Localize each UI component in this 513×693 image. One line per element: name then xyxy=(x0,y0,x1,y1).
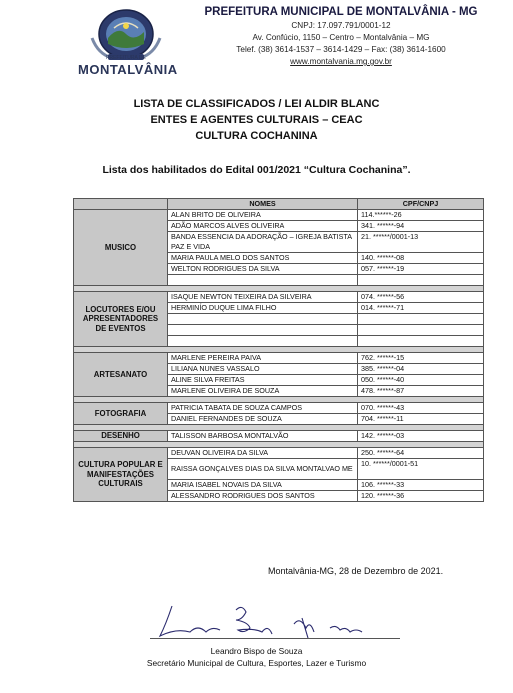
row-doc: 050. ******-40 xyxy=(358,375,484,386)
handwritten-signature xyxy=(150,598,390,642)
row-doc: 074. ******-56 xyxy=(358,292,484,303)
cnpj-line: CNPJ: 17.097.791/0001-12 xyxy=(291,21,391,30)
empty-cell xyxy=(358,314,484,325)
row-doc: 21. ******/0001-13 xyxy=(358,232,484,253)
classified-table xyxy=(73,198,484,502)
row-doc: 120. ******-36 xyxy=(358,491,484,502)
heading-line-3: CULTURA COCHANINA xyxy=(195,130,318,142)
row-name: MARLENE PEREIRA PAIVA xyxy=(168,353,358,364)
header-names: NOMES xyxy=(168,199,358,210)
row-doc: 385. ******-04 xyxy=(358,364,484,375)
row-name: MARIA ISABEL NOVAIS DA SILVA xyxy=(168,480,358,491)
row-doc: 250. ******-64 xyxy=(358,448,484,459)
table-header-row xyxy=(74,199,484,210)
row-doc: 070. ******-43 xyxy=(358,403,484,414)
row-doc: 057. ******-19 xyxy=(358,264,484,275)
row-doc: 704. ******-11 xyxy=(358,414,484,425)
table-row xyxy=(74,353,484,364)
prefeitura-title: PREFEITURA MUNICIPAL DE MONTALVÂNIA - MG xyxy=(204,6,478,18)
header-doc: CPF/CNPJ xyxy=(358,199,484,210)
website-link[interactable]: www.montalvania.mg.gov.br xyxy=(290,57,392,66)
row-doc: 478. ******-87 xyxy=(358,386,484,397)
row-name: LILIANA NUNES VASSALO xyxy=(168,364,358,375)
row-name: HERMINÍO DUQUE LIMA FILHO xyxy=(168,303,358,314)
row-name: DANIEL FERNANDES DE SOUZA xyxy=(168,414,358,425)
table-row xyxy=(74,210,484,221)
table-row xyxy=(74,448,484,459)
category-cultura-popular: CULTURA POPULAR E MANIFESTAÇÕES CULTURAIS xyxy=(74,448,168,502)
empty-cell xyxy=(168,336,358,347)
empty-cell xyxy=(168,325,358,336)
signer-name: Leandro Bispo de Souza xyxy=(210,646,303,656)
empty-cell xyxy=(358,336,484,347)
category-musico: MUSICO xyxy=(74,210,168,286)
row-name: MARLENE OLIVEIRA DE SOUZA xyxy=(168,386,358,397)
logo-sub-text: PREFEITURA DE xyxy=(106,55,146,61)
heading-line-2: ENTES E AGENTES CULTURAIS – CEAC xyxy=(150,114,363,126)
row-name: BANDA ESSENCIA DA ADORAÇÃO – IGREJA BATISTA PAZ E VIDA xyxy=(168,232,358,253)
row-doc: 114.******-26 xyxy=(358,210,484,221)
row-doc: 341. ******-94 xyxy=(358,221,484,232)
row-doc: 014. ******-71 xyxy=(358,303,484,314)
row-doc: 142. ******-03 xyxy=(358,431,484,442)
row-doc: 10. ******/0001-51 xyxy=(358,459,484,480)
address-line: Av. Confúcio, 1150 – Centro – Montalvânia – MG xyxy=(252,33,430,42)
empty-cell xyxy=(358,325,484,336)
document-heading xyxy=(0,96,513,144)
row-name: WELTON RODRIGUES DA SILVA xyxy=(168,264,358,275)
signer-role: Secretário Municipal de Cultura, Esportes, Lazer e Turismo xyxy=(146,658,367,668)
row-name: DEUVAN OLIVEIRA DA SILVA xyxy=(168,448,358,459)
heading-line-1: LISTA DE CLASSIFICADOS / LEI ALDIR BLANC xyxy=(133,98,380,110)
category-fotografia: FOTOGRAFIA xyxy=(74,403,168,425)
row-doc: 106. ******-33 xyxy=(358,480,484,491)
row-name: ALESSANDRO RODRIGUES DOS SANTOS xyxy=(168,491,358,502)
table-row xyxy=(74,403,484,414)
row-name: MARIA PAULA MELO DOS SANTOS xyxy=(168,253,358,264)
place-date: Montalvânia-MG, 28 de Dezembro de 2021. xyxy=(268,566,444,576)
empty-cell xyxy=(168,314,358,325)
letterhead xyxy=(196,6,486,66)
category-desenho: DESENHO xyxy=(74,431,168,442)
row-doc: 762. ******-15 xyxy=(358,353,484,364)
row-name: ADÃO MARCOS ALVES OLIVEIRA xyxy=(168,221,358,232)
row-name: PATRICIA TABATA DE SOUZA CAMPOS xyxy=(168,403,358,414)
row-name: ALINE SILVA FREITAS xyxy=(168,375,358,386)
row-name: ISAQUE NEWTON TEIXEIRA DA SILVEIRA xyxy=(168,292,358,303)
category-locutores: LOCUTORES E/OU APRESENTADORES DE EVENTOS xyxy=(74,292,168,347)
signature-line xyxy=(150,638,400,639)
category-artesanato: ARTESANATO xyxy=(74,353,168,397)
table-row xyxy=(74,292,484,303)
phones-line: Telef. (38) 3614-1537 – 3614-1429 – Fax: (38) 3614-1600 xyxy=(236,45,446,54)
row-name: ALAN BRITO DE OLIVEIRA xyxy=(168,210,358,221)
empty-cell xyxy=(358,275,484,286)
row-doc: 140. ******-08 xyxy=(358,253,484,264)
empty-cell xyxy=(168,275,358,286)
header-empty xyxy=(74,199,168,210)
row-name: TALISSON BARBOSA MONTALVÃO xyxy=(168,431,358,442)
table-row xyxy=(74,431,484,442)
logo-name: MONTALVÂNIA xyxy=(78,62,178,77)
list-subtitle: Lista dos habilitados do Edital 001/2021 “Cultura Cochanina”. xyxy=(102,164,411,176)
row-name: RAISSA GONÇALVES DIAS DA SILVA MONTALVAO ME xyxy=(168,459,358,480)
